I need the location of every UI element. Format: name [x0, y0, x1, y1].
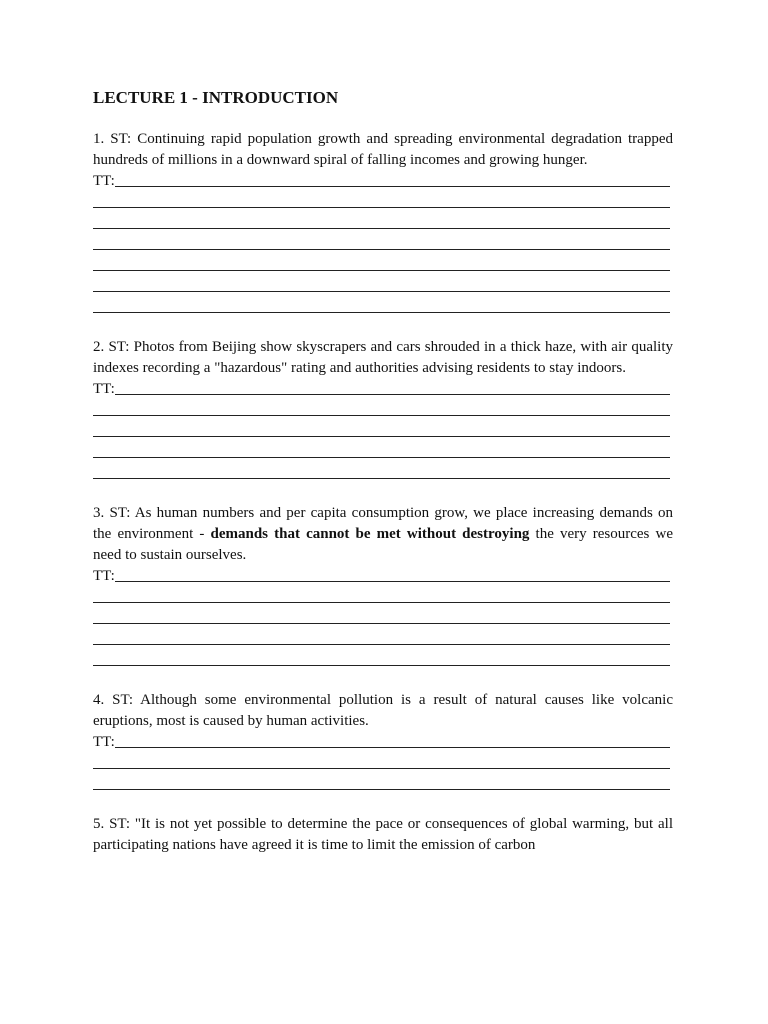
source-text: 1. ST: Continuing rapid population growth and spreading environmental degradation trapped hundreds of millions in a downward spiral of falling incomes and growing hunger. [93, 131, 673, 168]
answer-line[interactable] [93, 229, 670, 250]
answer-line[interactable] [93, 250, 670, 271]
answer-line[interactable] [93, 271, 670, 292]
source-text-bold: demands that cannot be met without destroying [210, 526, 530, 542]
answer-line[interactable] [93, 582, 670, 603]
answer-line[interactable] [93, 437, 670, 458]
answer-line[interactable] [93, 416, 670, 437]
answer-line[interactable] [93, 208, 670, 229]
answer-line[interactable] [93, 603, 670, 624]
exercise-item-5 [93, 814, 673, 856]
page-title: LECTURE 1 - INTRODUCTION [93, 88, 339, 107]
exercise-item-4 [93, 690, 673, 795]
answer-line[interactable] [93, 187, 670, 208]
tt-label: TT: [93, 734, 115, 750]
source-text-part: the very resources we need to sustain ourselves. [93, 526, 673, 563]
exercise-item-2 [93, 337, 673, 484]
source-text: 5. ST: "It is not yet possible to determine the pace or consequences of global warming, but all participating nations have agreed it is time to limit the emission of carbon [93, 816, 673, 853]
document-page [93, 86, 673, 856]
source-text: 4. ST: Although some environmental pollution is a result of natural causes like volcanic eruptions, most is caused by human activities. [93, 692, 673, 729]
exercise-item-1 [93, 129, 673, 318]
source-text-part: 3. ST: As human numbers and per capita consumption grow, we place increasing demands on the environment - [93, 505, 673, 542]
tt-label: TT: [93, 173, 115, 189]
answer-line[interactable] [93, 292, 670, 313]
tt-label: TT: [93, 381, 115, 397]
exercise-item-3 [93, 503, 673, 671]
source-text: 2. ST: Photos from Beijing show skyscrapers and cars shrouded in a thick haze, with air quality indexes recording a "hazardous" rating and authorities advising residents to stay indoors. [93, 339, 673, 376]
answer-line[interactable] [93, 624, 670, 645]
source-text [93, 503, 673, 566]
tt-label: TT: [93, 568, 115, 584]
answer-line[interactable] [93, 458, 670, 479]
answer-line[interactable] [93, 645, 670, 666]
answer-line[interactable] [93, 748, 670, 769]
answer-line[interactable] [93, 769, 670, 790]
answer-line[interactable] [93, 395, 670, 416]
